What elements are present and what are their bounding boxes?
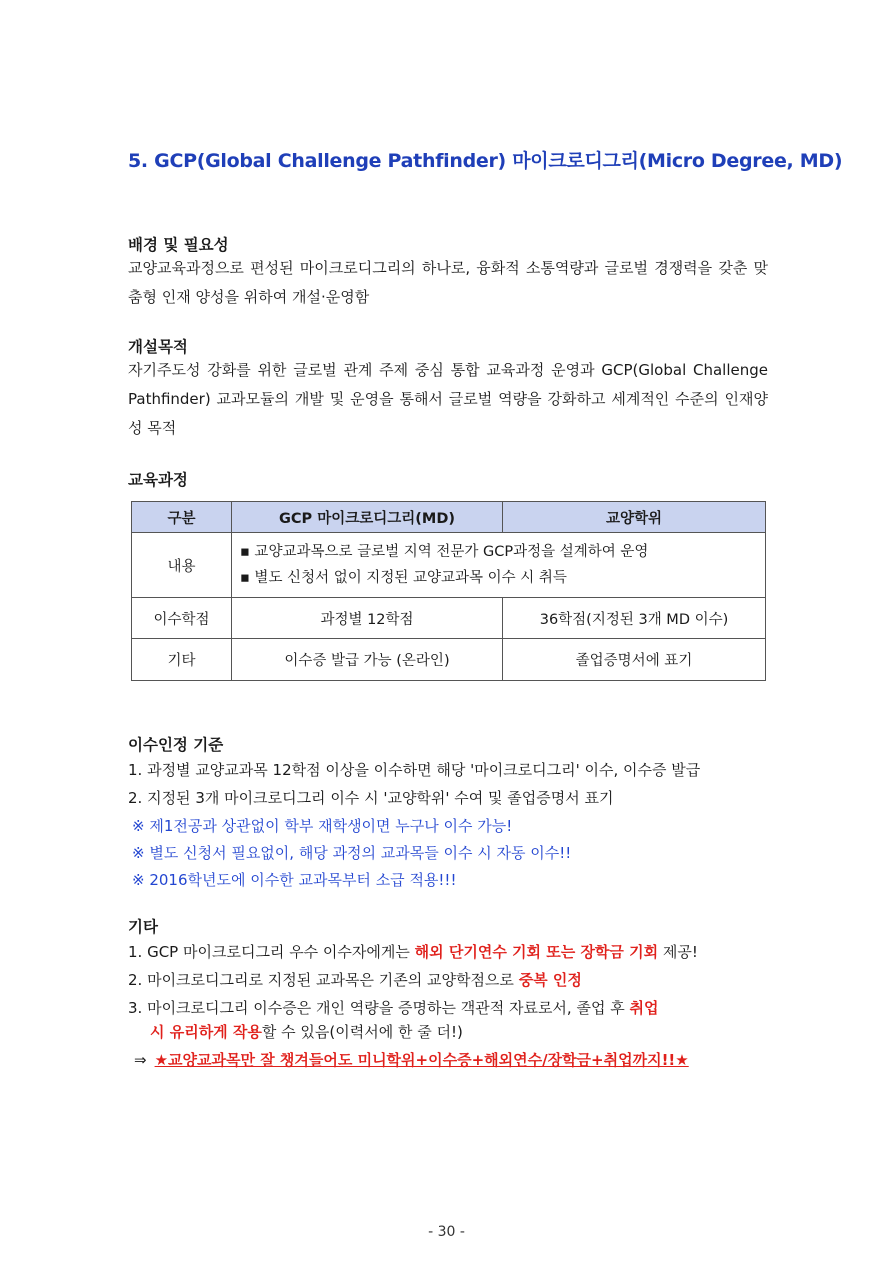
table-cell: 36학점(지정된 3개 MD 이수) [503, 598, 766, 639]
criteria-item-1: 1. 과정별 교양교과목 12학점 이상을 이수하면 해당 '마이크로디그리' 이수, 이수증 발급 [128, 761, 701, 779]
arrow-icon: ⇒ [134, 1051, 147, 1069]
etc-highlight: 중복 인정 [518, 971, 582, 989]
criteria-heading: 이수인정 기준 [128, 736, 224, 754]
etc-highlight: 시 유리하게 작용 [150, 1023, 262, 1041]
etc-text: 3. 마이크로디그리 이수증은 개인 역량을 증명하는 객관적 자료로서, 졸업 후 [128, 999, 630, 1017]
etc-item-3 [128, 997, 658, 1018]
purpose-heading: 개설목적 [128, 338, 188, 356]
etc-text: 1. GCP 마이크로디그리 우수 이수자에게는 [128, 943, 415, 961]
section-title: 5. GCP(Global Challenge Pathfinder) 마이크로디그리(Micro Degree, MD) [128, 150, 843, 172]
etc-heading: 기타 [128, 918, 158, 936]
page-number: - 30 - [428, 1224, 465, 1240]
table-row [132, 639, 766, 681]
table-cell: 이수학점 [132, 598, 232, 639]
table-header: 교양학위 [503, 502, 766, 533]
table-header: 구분 [132, 502, 232, 533]
criteria-item-2: 2. 지정된 3개 마이크로디그리 이수 시 '교양학위' 수여 및 졸업증명서 표기 [128, 789, 614, 807]
background-text: 교양교육과정으로 편성된 마이크로디그리의 하나로, 융화적 소통역량과 글로벌 경쟁력을 갖춘 맞춤형 인재 양성을 위하여 개설·운영함 [128, 259, 768, 306]
etc-text: 2. 마이크로디그리로 지정된 교과목은 기존의 교양학점으로 [128, 971, 519, 989]
table-header-row [132, 502, 766, 533]
criteria-note-1: ※ 제1전공과 상관없이 학부 재학생이면 누구나 이수 가능! [132, 817, 513, 835]
etc-text: 제공! [658, 943, 698, 961]
etc-text: 할 수 있음(이력서에 한 줄 더!) [261, 1023, 463, 1041]
criteria-note-2: ※ 별도 신청서 필요없이, 해당 과정의 교과목들 이수 시 자동 이수!! [132, 844, 572, 862]
bullet-item: ▪ 교양교과목으로 글로벌 지역 전문가 GCP과정을 설계하여 운영 [240, 544, 649, 560]
curriculum-heading: 교육과정 [128, 471, 188, 489]
background-heading: 배경 및 필요성 [128, 236, 229, 254]
etc-item-1 [128, 941, 698, 962]
bullet-item: ▪ 별도 신청서 없이 지정된 교양교과목 이수 시 취득 [240, 570, 567, 586]
table-header: GCP 마이크로디그리(MD) [232, 502, 503, 533]
purpose-text: 자기주도성 강화를 위한 글로벌 관계 주제 중심 통합 교육과정 운영과 GCP(Global Challenge Pathfinder) 교과모듈의 개발 및 운영을 통해서 글로벌 역량을 강화하고 세계적인 수준의 인재양성 목적 [128, 361, 768, 437]
curriculum-table [131, 501, 766, 681]
table-row [132, 598, 766, 639]
table-cell: 기타 [132, 639, 232, 681]
etc-highlight: 해외 단기연수 기회 또는 장학금 기회 [414, 943, 659, 961]
table-row [132, 533, 766, 598]
table-cell: 과정별 12학점 [232, 598, 503, 639]
content-bullets-cell [232, 533, 766, 598]
etc-item-3-cont [150, 1021, 463, 1042]
table-cell: 내용 [132, 533, 232, 598]
final-slogan [134, 1049, 689, 1070]
table-cell: 졸업증명서에 표기 [503, 639, 766, 681]
criteria-note-3: ※ 2016학년도에 이수한 교과목부터 소급 적용!!! [132, 871, 457, 889]
etc-item-2 [128, 969, 582, 990]
slogan-text: ★교양교과목만 잘 챙겨들어도 미니학위+이수증+해외연수/장학금+취업까지!!★ [154, 1051, 689, 1069]
etc-highlight: 취업 [629, 999, 659, 1017]
table-cell: 이수증 발급 가능 (온라인) [232, 639, 503, 681]
